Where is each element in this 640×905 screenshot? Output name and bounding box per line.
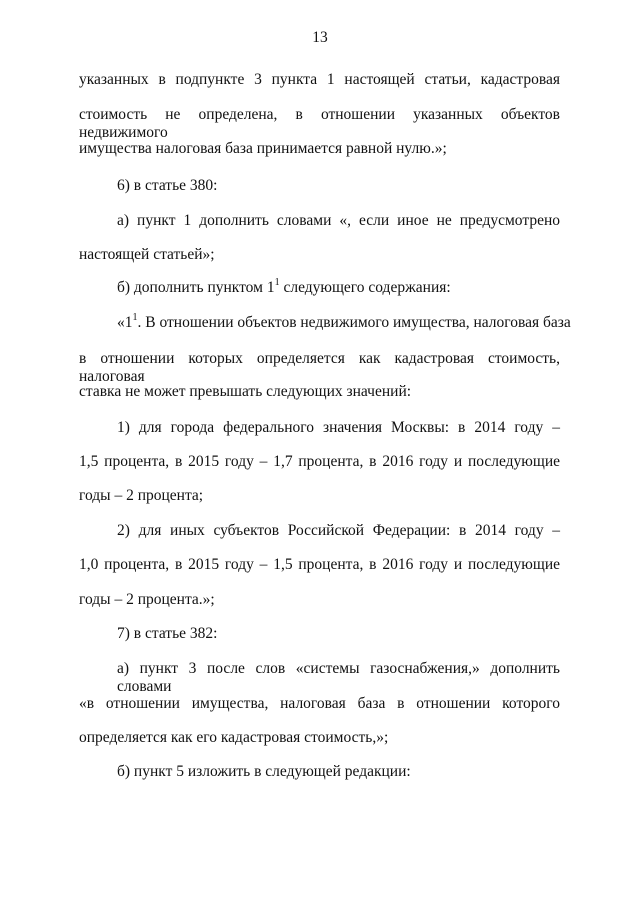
text-line: а) пункт 3 после слов «системы газоснабжения,» дополнить словами — [117, 660, 560, 695]
text-fragment: «1 — [117, 314, 133, 331]
text-line: б) пункт 5 изложить в следующей редакции: — [117, 763, 411, 780]
text-fragment: следующего содержания: — [279, 279, 451, 296]
text-line: имущества налоговая база принимается равной нулю.»; — [79, 140, 447, 157]
text-line: 1) для города федерального значения Москвы: в 2014 году – — [117, 419, 560, 436]
text-line: «в отношении имущества, налоговая база в отношении которого — [79, 695, 560, 712]
text-fragment: б) дополнить пунктом 1 — [117, 279, 275, 296]
superscript: 1 — [274, 276, 280, 288]
text-fragment: . В отношении объектов недвижимого имущества, налоговая база — [137, 314, 571, 331]
text-line: 6) в статье 380: — [117, 177, 218, 194]
text-line: указанных в подпункте 3 пункта 1 настоящей статьи, кадастровая — [79, 71, 560, 88]
text-line: годы – 2 процента.»; — [79, 591, 215, 608]
text-line — [117, 276, 560, 297]
text-line: 1,0 процента, в 2015 году – 1,5 процента, в 2016 году и последующие — [79, 556, 560, 573]
superscript: 1 — [132, 311, 138, 323]
text-line: настоящей статьей»; — [79, 246, 215, 263]
text-line: стоимость не определена, в отношении указанных объектов недвижимого — [79, 106, 560, 141]
text-line: а) пункт 1 дополнить словами «, если иное не предусмотрено — [117, 212, 560, 229]
text-line — [117, 311, 571, 332]
text-line: в отношении которых определяется как кадастровая стоимость, налоговая — [79, 350, 560, 385]
text-line: 2) для иных субъектов Российской Федерации: в 2014 году – — [117, 522, 560, 539]
text-line: 7) в статье 382: — [117, 625, 218, 642]
text-line: годы – 2 процента; — [79, 487, 204, 504]
page-number: 13 — [312, 29, 328, 46]
text-line: ставка не может превышать следующих значений: — [79, 383, 412, 400]
text-line: 1,5 процента, в 2015 году – 1,7 процента, в 2016 году и последующие — [79, 453, 560, 470]
text-line: определяется как его кадастровая стоимость,»; — [79, 729, 389, 746]
